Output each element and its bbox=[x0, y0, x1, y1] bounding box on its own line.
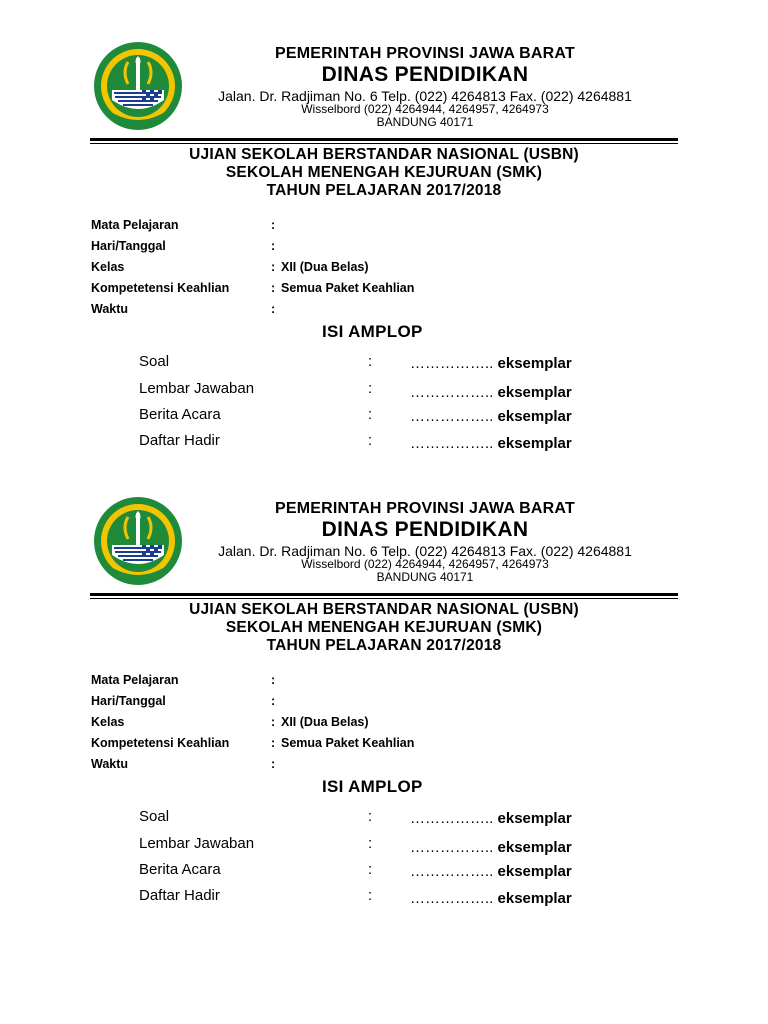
info-colon: : bbox=[271, 736, 276, 750]
count-dots: …………….. bbox=[410, 810, 494, 827]
info-label: Kelas bbox=[91, 260, 125, 274]
info-label: Kelas bbox=[91, 715, 125, 729]
envelope-item-colon: : bbox=[368, 406, 373, 423]
envelope-item-label: Daftar Hadir bbox=[139, 887, 220, 904]
envelope-item-label: Berita Acara bbox=[139, 861, 221, 878]
exam-title-line-1: UJIAN SEKOLAH BERSTANDAR NASIONAL (USBN) bbox=[189, 601, 579, 618]
envelope-item-count bbox=[410, 408, 572, 425]
envelope-item-colon: : bbox=[368, 380, 373, 397]
envelope-label-sheet-1 bbox=[0, 0, 768, 455]
exam-title-line-2: SEKOLAH MENENGAH KEJURUAN (SMK) bbox=[225, 619, 543, 636]
envelope-item-label: Lembar Jawaban bbox=[139, 835, 255, 852]
info-value: Semua Paket Keahlian bbox=[281, 281, 415, 295]
info-colon: : bbox=[271, 715, 276, 729]
count-dots: …………….. bbox=[410, 863, 494, 880]
count-unit: eksemplar bbox=[497, 435, 572, 452]
exam-title-line-2: SEKOLAH MENENGAH KEJURUAN (SMK) bbox=[225, 164, 543, 181]
envelope-item-count bbox=[410, 890, 572, 907]
info-colon: : bbox=[271, 281, 276, 295]
envelope-item-count bbox=[410, 839, 572, 856]
envelope-item-count bbox=[410, 863, 572, 880]
exam-title-line-1: UJIAN SEKOLAH BERSTANDAR NASIONAL (USBN) bbox=[189, 146, 579, 163]
count-unit: eksemplar bbox=[497, 839, 572, 856]
exam-title-line-3: TAHUN PELAJARAN 2017/2018 bbox=[266, 182, 502, 199]
envelope-item-label: Soal bbox=[139, 353, 170, 370]
info-label: Waktu bbox=[91, 302, 129, 316]
envelope-item-count bbox=[410, 435, 572, 452]
count-unit: eksemplar bbox=[497, 863, 572, 880]
info-value: XII (Dua Belas) bbox=[281, 715, 369, 729]
envelope-item-colon: : bbox=[368, 432, 373, 449]
info-colon: : bbox=[271, 302, 276, 316]
agency-city: BANDUNG 40171 bbox=[376, 570, 474, 584]
envelope-item-label: Soal bbox=[139, 808, 170, 825]
agency-name: DINAS PENDIDIKAN bbox=[321, 518, 529, 541]
info-colon: : bbox=[271, 757, 276, 771]
agency-address: Jalan. Dr. Radjiman No. 6 Telp. (022) 4264813 Fax. (022) 4264881 bbox=[218, 543, 632, 559]
envelope-contents-heading: ISI AMPLOP bbox=[322, 322, 423, 341]
info-colon: : bbox=[271, 260, 276, 274]
government-name: PEMERINTAH PROVINSI JAWA BARAT bbox=[275, 500, 575, 517]
envelope-item-count bbox=[410, 810, 572, 827]
letterhead-divider-thin bbox=[90, 598, 678, 599]
agency-name: DINAS PENDIDIKAN bbox=[321, 63, 529, 86]
info-value: Semua Paket Keahlian bbox=[281, 736, 415, 750]
count-dots: …………….. bbox=[410, 355, 494, 372]
letterhead-divider-thick bbox=[90, 593, 678, 596]
count-unit: eksemplar bbox=[497, 408, 572, 425]
envelope-item-label: Lembar Jawaban bbox=[139, 380, 255, 397]
envelope-item-colon: : bbox=[368, 353, 373, 370]
info-label: Mata Pelajaran bbox=[91, 218, 179, 232]
info-label: Hari/Tanggal bbox=[91, 239, 166, 253]
count-unit: eksemplar bbox=[497, 384, 572, 401]
exam-title-line-3: TAHUN PELAJARAN 2017/2018 bbox=[266, 637, 502, 654]
letterhead-divider-thin bbox=[90, 143, 678, 144]
info-colon: : bbox=[271, 239, 276, 253]
agency-address: Jalan. Dr. Radjiman No. 6 Telp. (022) 4264813 Fax. (022) 4264881 bbox=[218, 88, 632, 104]
envelope-contents-heading: ISI AMPLOP bbox=[322, 777, 423, 796]
count-dots: …………….. bbox=[410, 384, 494, 401]
info-label: Kompetetensi Keahlian bbox=[91, 736, 230, 750]
envelope-item-colon: : bbox=[368, 887, 373, 904]
envelope-item-colon: : bbox=[368, 835, 373, 852]
count-unit: eksemplar bbox=[497, 810, 572, 827]
info-label: Mata Pelajaran bbox=[91, 673, 179, 687]
info-label: Hari/Tanggal bbox=[91, 694, 166, 708]
count-dots: …………….. bbox=[410, 890, 494, 907]
count-unit: eksemplar bbox=[497, 355, 572, 372]
info-colon: : bbox=[271, 673, 276, 687]
envelope-item-label: Daftar Hadir bbox=[139, 432, 220, 449]
envelope-item-count bbox=[410, 384, 572, 401]
count-dots: …………….. bbox=[410, 408, 494, 425]
info-colon: : bbox=[271, 218, 276, 232]
agency-wisselbord: Wisselbord (022) 4264944, 4264957, 4264973 bbox=[301, 557, 549, 571]
count-unit: eksemplar bbox=[497, 890, 572, 907]
envelope-item-colon: : bbox=[368, 808, 373, 825]
count-dots: …………….. bbox=[410, 839, 494, 856]
count-dots: …………….. bbox=[410, 435, 494, 452]
envelope-item-colon: : bbox=[368, 861, 373, 878]
government-name: PEMERINTAH PROVINSI JAWA BARAT bbox=[275, 45, 575, 62]
envelope-item-label: Berita Acara bbox=[139, 406, 221, 423]
agency-wisselbord: Wisselbord (022) 4264944, 4264957, 4264973 bbox=[301, 102, 549, 116]
info-colon: : bbox=[271, 694, 276, 708]
info-label: Kompetetensi Keahlian bbox=[91, 281, 230, 295]
envelope-label-sheet-2 bbox=[0, 455, 768, 910]
info-label: Waktu bbox=[91, 757, 129, 771]
agency-city: BANDUNG 40171 bbox=[376, 115, 474, 129]
info-value: XII (Dua Belas) bbox=[281, 260, 369, 274]
letterhead-divider-thick bbox=[90, 138, 678, 141]
envelope-item-count bbox=[410, 355, 572, 372]
